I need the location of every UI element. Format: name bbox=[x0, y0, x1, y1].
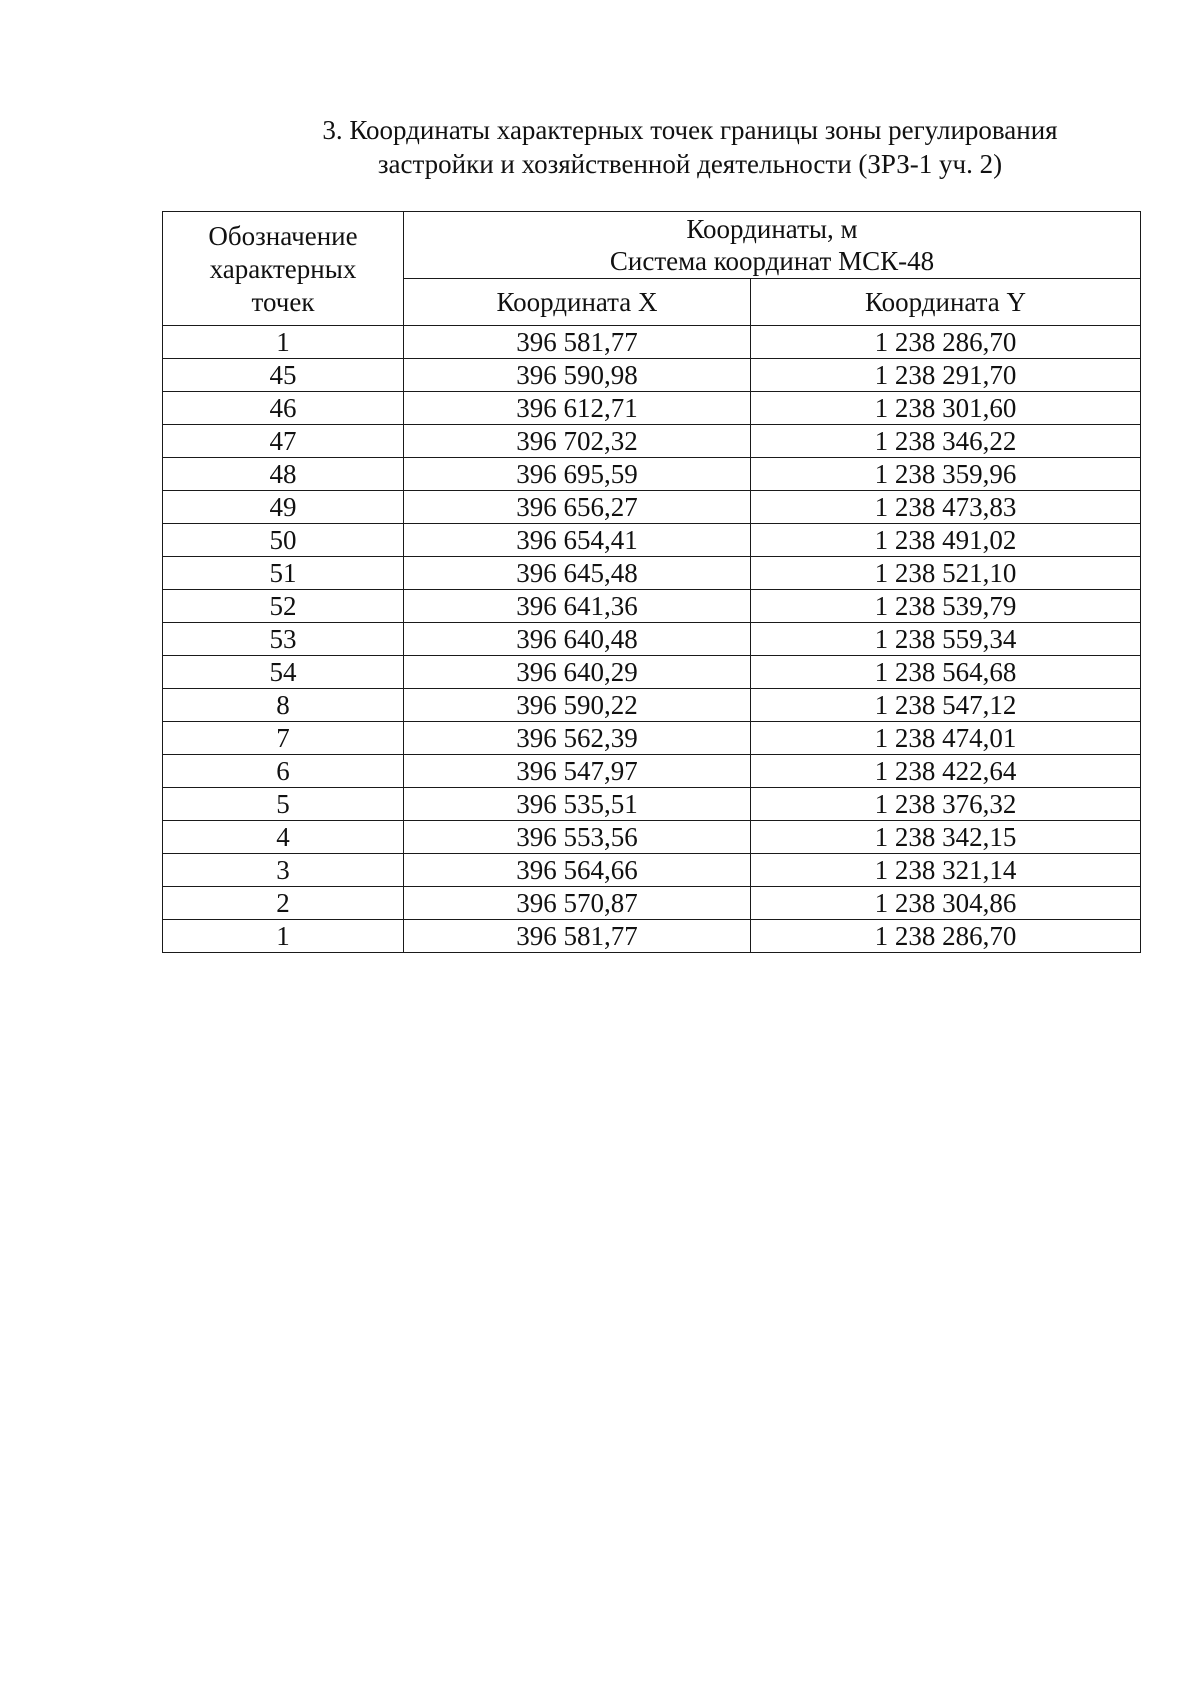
heading-line-2: застройки и хозяйственной деятельности (ЗРЗ-1 уч. 2) bbox=[377, 149, 1003, 179]
table-header-row bbox=[163, 212, 1141, 279]
cell-coordinate-x: 396 654,41 bbox=[404, 524, 751, 557]
cell-coordinate-y: 1 238 301,60 bbox=[751, 392, 1141, 425]
cell-point: 1 bbox=[163, 920, 404, 953]
cell-coordinate-y: 1 238 491,02 bbox=[751, 524, 1141, 557]
cell-coordinate-x: 396 581,77 bbox=[404, 326, 751, 359]
cell-coordinate-y: 1 238 286,70 bbox=[751, 326, 1141, 359]
cell-coordinate-y: 1 238 376,32 bbox=[751, 788, 1141, 821]
table-row bbox=[163, 722, 1141, 755]
header-point-designation bbox=[163, 212, 404, 326]
cell-point: 4 bbox=[163, 821, 404, 854]
cell-coordinate-y: 1 238 286,70 bbox=[751, 920, 1141, 953]
table-row bbox=[163, 755, 1141, 788]
cell-coordinate-x: 396 553,56 bbox=[404, 821, 751, 854]
cell-point: 50 bbox=[163, 524, 404, 557]
cell-point: 53 bbox=[163, 623, 404, 656]
cell-coordinate-x: 396 656,27 bbox=[404, 491, 751, 524]
table-row bbox=[163, 491, 1141, 524]
cell-point: 54 bbox=[163, 656, 404, 689]
header-coordinate-y: Координата Y bbox=[751, 279, 1141, 326]
header-point-line: точек bbox=[251, 287, 315, 317]
table-row bbox=[163, 392, 1141, 425]
cell-coordinate-x: 396 645,48 bbox=[404, 557, 751, 590]
table-row bbox=[163, 887, 1141, 920]
header-coordinates-group bbox=[404, 212, 1141, 279]
cell-coordinate-x: 396 590,22 bbox=[404, 689, 751, 722]
heading-line-1: 3. Координаты характерных точек границы зоны регулирования bbox=[322, 115, 1058, 145]
cell-coordinate-x: 396 564,66 bbox=[404, 854, 751, 887]
cell-coordinate-y: 1 238 521,10 bbox=[751, 557, 1141, 590]
header-group-line: Координаты, м bbox=[686, 214, 858, 244]
cell-coordinate-y: 1 238 359,96 bbox=[751, 458, 1141, 491]
table-row bbox=[163, 689, 1141, 722]
cell-point: 51 bbox=[163, 557, 404, 590]
table-row bbox=[163, 425, 1141, 458]
cell-point: 52 bbox=[163, 590, 404, 623]
cell-coordinate-x: 396 702,32 bbox=[404, 425, 751, 458]
table-row bbox=[163, 854, 1141, 887]
table-row bbox=[163, 656, 1141, 689]
cell-coordinate-x: 396 695,59 bbox=[404, 458, 751, 491]
cell-coordinate-y: 1 238 473,83 bbox=[751, 491, 1141, 524]
table-row bbox=[163, 623, 1141, 656]
cell-point: 6 bbox=[163, 755, 404, 788]
cell-coordinate-y: 1 238 346,22 bbox=[751, 425, 1141, 458]
cell-coordinate-y: 1 238 564,68 bbox=[751, 656, 1141, 689]
cell-point: 47 bbox=[163, 425, 404, 458]
cell-coordinate-x: 396 590,98 bbox=[404, 359, 751, 392]
cell-coordinate-x: 396 535,51 bbox=[404, 788, 751, 821]
cell-point: 49 bbox=[163, 491, 404, 524]
cell-coordinate-x: 396 547,97 bbox=[404, 755, 751, 788]
cell-coordinate-x: 396 612,71 bbox=[404, 392, 751, 425]
header-point-line: Обозначение bbox=[208, 221, 358, 251]
table-row bbox=[163, 524, 1141, 557]
document-heading bbox=[240, 113, 1140, 181]
cell-coordinate-y: 1 238 291,70 bbox=[751, 359, 1141, 392]
cell-coordinate-y: 1 238 422,64 bbox=[751, 755, 1141, 788]
cell-coordinate-x: 396 640,48 bbox=[404, 623, 751, 656]
table-row bbox=[163, 557, 1141, 590]
table-row bbox=[163, 920, 1141, 953]
cell-coordinate-y: 1 238 474,01 bbox=[751, 722, 1141, 755]
cell-coordinate-y: 1 238 321,14 bbox=[751, 854, 1141, 887]
cell-point: 45 bbox=[163, 359, 404, 392]
cell-coordinate-x: 396 641,36 bbox=[404, 590, 751, 623]
cell-point: 3 bbox=[163, 854, 404, 887]
cell-coordinate-y: 1 238 559,34 bbox=[751, 623, 1141, 656]
cell-point: 1 bbox=[163, 326, 404, 359]
coordinates-table bbox=[162, 211, 1141, 953]
cell-point: 2 bbox=[163, 887, 404, 920]
cell-coordinate-x: 396 581,77 bbox=[404, 920, 751, 953]
cell-coordinate-x: 396 570,87 bbox=[404, 887, 751, 920]
table-row bbox=[163, 326, 1141, 359]
cell-point: 46 bbox=[163, 392, 404, 425]
cell-coordinate-y: 1 238 304,86 bbox=[751, 887, 1141, 920]
cell-point: 48 bbox=[163, 458, 404, 491]
table-row bbox=[163, 788, 1141, 821]
cell-point: 7 bbox=[163, 722, 404, 755]
table-row bbox=[163, 359, 1141, 392]
table-row bbox=[163, 458, 1141, 491]
cell-coordinate-x: 396 640,29 bbox=[404, 656, 751, 689]
header-point-line: характерных bbox=[209, 254, 357, 284]
header-coordinate-x: Координата X bbox=[404, 279, 751, 326]
header-group-line: Система координат МСК-48 bbox=[609, 246, 935, 276]
cell-point: 8 bbox=[163, 689, 404, 722]
cell-coordinate-y: 1 238 342,15 bbox=[751, 821, 1141, 854]
table-row bbox=[163, 590, 1141, 623]
cell-coordinate-y: 1 238 547,12 bbox=[751, 689, 1141, 722]
cell-point: 5 bbox=[163, 788, 404, 821]
cell-coordinate-x: 396 562,39 bbox=[404, 722, 751, 755]
table-row bbox=[163, 821, 1141, 854]
cell-coordinate-y: 1 238 539,79 bbox=[751, 590, 1141, 623]
